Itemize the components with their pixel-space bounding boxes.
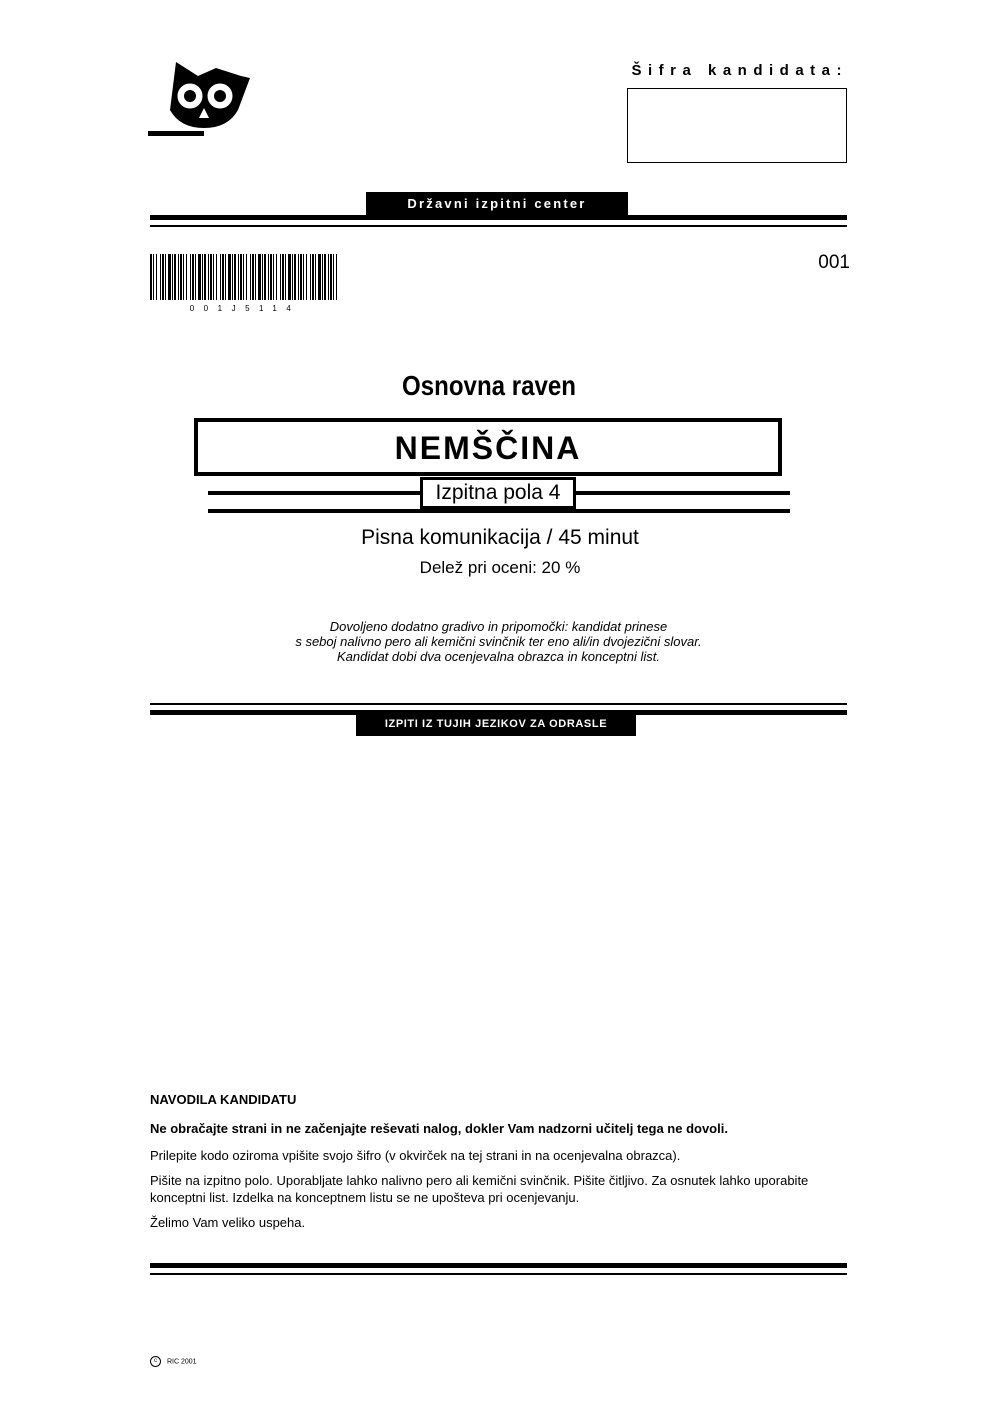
- barcode-bar: [252, 254, 254, 300]
- barcode-bar: [333, 254, 334, 300]
- candidate-code-label: Šifra kandidata:: [631, 62, 848, 79]
- barcode-bar: [246, 254, 247, 300]
- exam-series-label: IZPITI IZ TUJIH JEZIKOV ZA ODRASLE: [356, 713, 636, 736]
- barcode-bar: [180, 254, 182, 300]
- barcode-bar: [264, 254, 266, 300]
- instructions-paragraph: Prilepite kodo oziroma vpišite svojo šifro (v okvirček na tej strani in na ocenjevalna obrazca).: [150, 1148, 681, 1163]
- barcode-bar: [183, 254, 184, 300]
- barcode-bar: [273, 254, 274, 300]
- barcode-bar: [294, 254, 296, 300]
- copyright: [150, 1356, 197, 1367]
- barcode-digits: 001J5114: [189, 304, 301, 313]
- barcode: [150, 254, 340, 300]
- barcode-bar: [328, 254, 329, 300]
- instructions-heading: NAVODILA KANDIDATU: [150, 1092, 297, 1107]
- barcode-bar: [174, 254, 176, 300]
- barcode-bar: [220, 254, 221, 300]
- owl-logo: [146, 58, 256, 140]
- barcode-bar: [310, 254, 311, 300]
- barcode-bar: [178, 254, 179, 300]
- barcode-bar: [322, 254, 323, 300]
- exam-level: Osnovna raven: [402, 370, 576, 401]
- barcode-bar: [208, 254, 209, 300]
- barcode-bar: [240, 254, 242, 300]
- barcode-bar: [258, 254, 261, 300]
- subject-title: NEMŠČINA: [194, 418, 782, 476]
- barcode-bar: [255, 254, 256, 300]
- barcode-bar: [298, 254, 299, 300]
- barcode-bar: [204, 254, 206, 300]
- barcode-bar: [276, 254, 277, 300]
- header-rule-thin: [150, 225, 847, 227]
- barcode-bar: [300, 254, 302, 300]
- materials-line: Dovoljeno dodatno gradivo in pripomočki: kandidat prinese: [329, 619, 668, 634]
- barcode-bar: [172, 254, 173, 300]
- barcode-bar: [198, 254, 201, 300]
- copyright-icon: c: [150, 1356, 161, 1367]
- barcode-bar: [288, 254, 291, 300]
- barcode-bar: [156, 254, 157, 300]
- barcode-bar: [213, 254, 214, 300]
- band-rule-thin: [150, 703, 847, 705]
- barcode-bar: [186, 254, 187, 300]
- barcode-bar: [190, 254, 191, 300]
- footer-rule-thick: [150, 1263, 847, 1268]
- barcode-bar: [150, 254, 152, 300]
- barcode-bar: [228, 254, 231, 300]
- exam-duration: Pisna komunikacija / 45 minut: [361, 526, 639, 549]
- barcode-bar: [282, 254, 284, 300]
- barcode-bar: [262, 254, 263, 300]
- grade-share: Delež pri oceni: 20 %: [419, 558, 581, 577]
- barcode-bar: [318, 254, 321, 300]
- barcode-bar: [336, 254, 337, 300]
- copyright-text: RIC 2001: [167, 1358, 197, 1366]
- paper-rule-bottom: [208, 509, 790, 513]
- page-code: 001: [818, 252, 850, 273]
- instructions: [150, 1091, 847, 1239]
- materials-line: s seboj nalivno pero ali kemični svinčnik ter eno ali/in dvojezični slovar.: [295, 634, 702, 649]
- barcode-bar: [216, 254, 217, 300]
- barcode-bar: [153, 254, 154, 300]
- barcode-bar: [195, 254, 196, 300]
- footer-rule-thin: [150, 1273, 847, 1275]
- barcode-bar: [222, 254, 224, 300]
- barcode-bar: [238, 254, 239, 300]
- paper-number: Izpitna pola 4: [420, 477, 576, 509]
- barcode-bar: [312, 254, 314, 300]
- barcode-bar: [232, 254, 233, 300]
- barcode-bar: [234, 254, 236, 300]
- barcode-bar: [192, 254, 194, 300]
- barcode-bar: [210, 254, 212, 300]
- barcode-bar: [202, 254, 203, 300]
- instructions-paragraph: Pišite na izpitno polo. Uporabljate lahko nalivno pero ali kemični svinčnik. Pišite čitljivo. Za osnutek lahko uporabite konceptni list. Izdelka na konceptnem listu se ne upošteva pri ocenjevanju.: [150, 1173, 809, 1205]
- barcode-bar: [168, 254, 171, 300]
- barcode-bar: [285, 254, 286, 300]
- barcode-bar: [268, 254, 269, 300]
- barcode-bar: [324, 254, 326, 300]
- institution-label: Državni izpitni center: [366, 192, 628, 216]
- barcode-bar: [162, 254, 164, 300]
- instructions-warning: Ne obračajte strani in ne začenjajte reševati nalog, dokler Vam nadzorni učitelj tega ne dovoli.: [150, 1121, 728, 1136]
- barcode-bar: [160, 254, 161, 300]
- barcode-bar: [303, 254, 304, 300]
- allowed-materials: [150, 619, 847, 664]
- barcode-bar: [330, 254, 332, 300]
- candidate-code-box[interactable]: [627, 88, 847, 163]
- materials-line: Kandidat dobi dva ocenjevalna obrazca in konceptni list.: [336, 649, 661, 664]
- barcode-bar: [250, 254, 251, 300]
- barcode-bar: [270, 254, 272, 300]
- barcode-bar: [165, 254, 166, 300]
- barcode-bar: [225, 254, 226, 300]
- barcode-bar: [280, 254, 281, 300]
- barcode-bar: [243, 254, 244, 300]
- barcode-bar: [292, 254, 293, 300]
- barcode-bar: [306, 254, 307, 300]
- instructions-paragraph: Želimo Vam veliko uspeha.: [150, 1215, 306, 1230]
- barcode-bar: [315, 254, 316, 300]
